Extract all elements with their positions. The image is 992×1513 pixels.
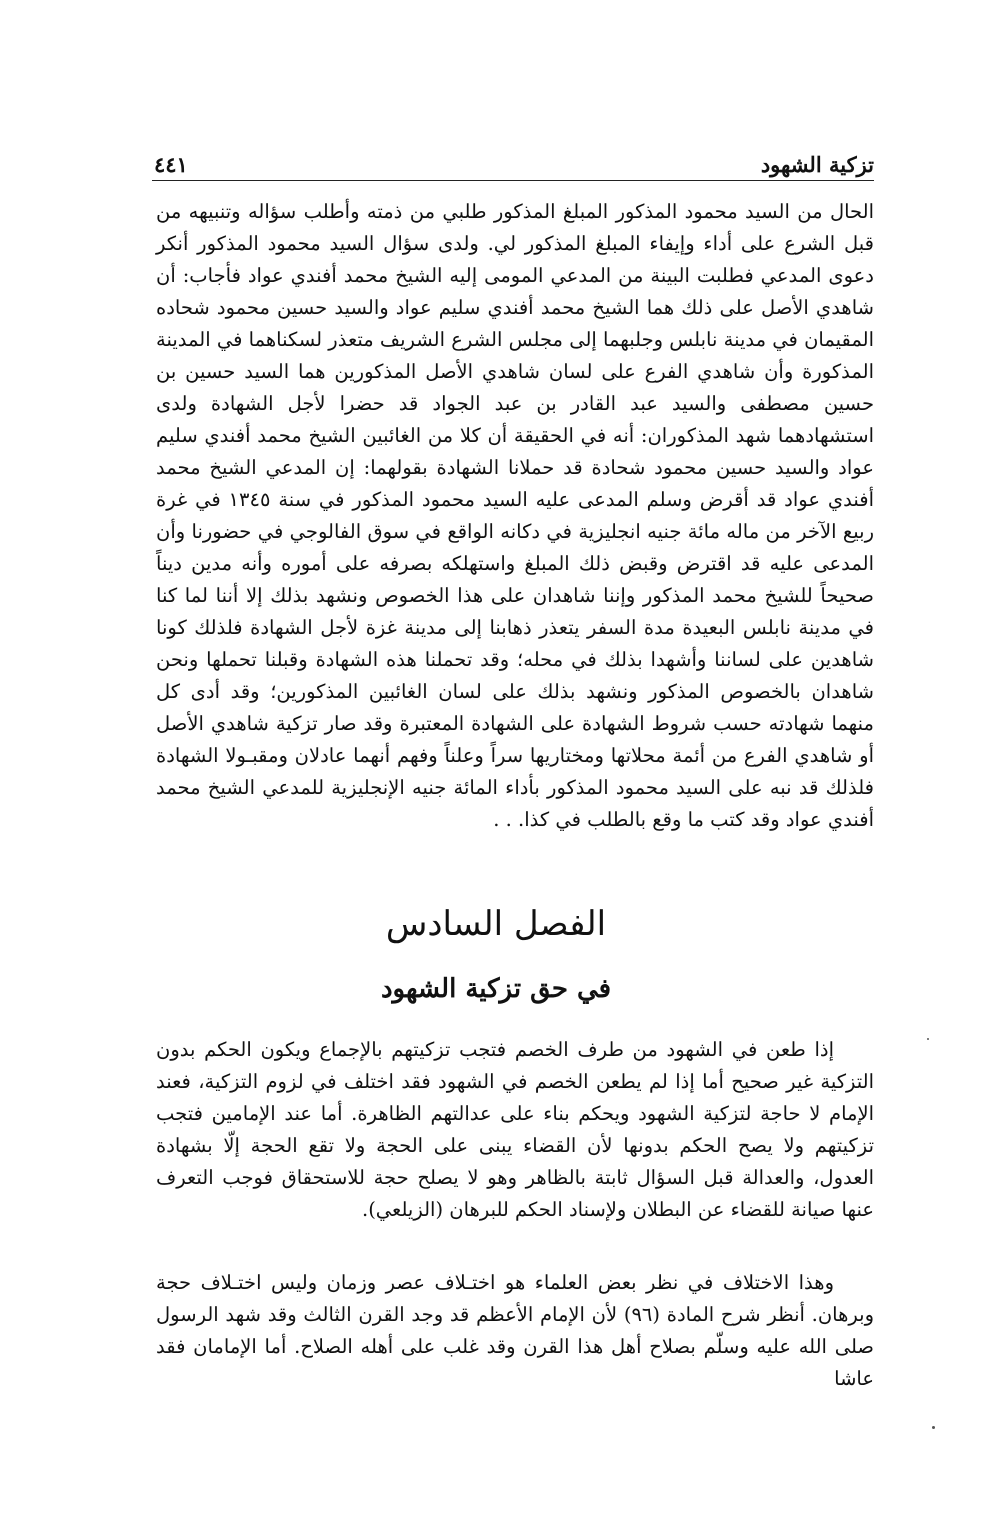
paragraph-difference-of-era: وهذا الاختلاف في نظر بعض العلماء هو اختـلاف عصر وزمان وليس اختـلاف حجة وبرهان. أنظر شرح المادة (٩٦) لأن الإمام الأعظم قد وجد القرن الثالث وقد شهد الرسول صلى الله عليه وسلّم بصلاح أهل هذا القرن وقد غلب على أهله الصلاح. أما الإمامان فقد عاشا	[156, 1271, 874, 1390]
page-number: ٤٤١	[154, 152, 188, 177]
paragraph-witness-challenge: إذا طعن في الشهود من طرف الخصم فتجب تزكيتهم بالإجماع ويكون الحكم بدون التزكية غير صحيح أما إذا لم يطعن الخصم في الشهود فقد اختلف في لزوم التزكية، فعند الإمام لا حاجة لتزكية الشهود ويحكم بناء على عدالتهم الظاهرة. أما عند الإمامين فتجب تزكيتهم ولا يصح الحكم بدونها لأن القضاء يبنى على الحجة ولا تقع الحجة إلّا بشهادة العدول، والعدالة قبل السؤال ثابتة بالظاهر وهو لا يصلح حجة للاستحقاق فوجب التعرف عنها صيانة للقضاء عن البطلان ولإسناد الحكم للبرهان (الزيلعي).	[156, 1038, 874, 1221]
header-title: تزكية الشهود	[760, 152, 874, 177]
paragraph-court-record: الحال من السيد محمود المذكور المبلغ المذكور طلبي من ذمته وأطلب سؤاله وتنبيهه من قبل الشرع على أداء وإيفاء المبلغ المذكور لي. ولدى سؤال السيد محمود المذكور أنكر دعوى المدعي فطلبت البينة من المدعي المومى إليه الشيخ محمد أفندي عواد فأجاب: أن شاهدي الأصل على ذلك هما الشيخ محمد أفندي سليم عواد والسيد حسين محمود شحاده المقيمان في مدينة نابلس وجلبهما إلى مجلس الشرع الشريف متعذر لسكناهما في المدينة المذكورة وأن شاهدي الفرع على لسان شاهدي الأصل المذكورين هما السيد حسين بن حسين مصطفى والسيد عبد القادر بن عبد الجواد قد حضرا لأجل الشهادة ولدى استشهادهما شهد المذكوران: أنه في الحقيقة أن كلا من الغائبين الشيخ محمد أفندي سليم عواد والسيد حسين محمود شحادة قد حملانا الشهادة بقولهما: إن المدعي الشيخ محمد أفندي عواد قد أقرض وسلم المدعى عليه السيد محمود المذكور في سنة ١٣٤٥ في غرة ربيع الآخر من ماله مائة جنيه انجليزية في دكانه الواقع في سوق الفالوجي في حضورنا وأن المدعى عليه قد اقترض وقبض ذلك المبلغ واستهلكه بصرفه على أموره وأنه مدين ديناً صحيحاً للشيخ محمد المذكور وإننا شاهدان على هذا الخصوص ونشهد بذلك إلا أننا لما كنا في مدينة نابلس البعيدة مدة السفر يتعذر ذهابنا إلى مدينة غزة لأجل الشهادة فلذلك كونا شاهدين على لساننا وأشهدا بذلك في محله؛ وقد تحملنا هذه الشهادة وقبلنا تحملها ونحن شاهدان بالخصوص المذكور ونشهد بذلك على لسان الغائبين المذكورين؛ وقد أدى كل منهما شهادته حسب شروط الشهادة على الشهادة المعتبرة وقد صار تزكية شاهدي الأصل أو شاهدي الفرع من أئمة محلاتها ومختاريها سراً وعلناً وفهم أنهما عادلان ومقبـولا الشهادة فلذلك قد نبه على السيد محمود المذكور بأداء المائة جنيه الإنجليزية للمدعي الشيخ محمد أفندي عواد وقد كتب ما وقع بالطلب في كذا. . .	[156, 200, 874, 831]
chapter-title: الفصل السادس	[385, 904, 607, 944]
scan-speck	[927, 1038, 929, 1040]
scan-speck	[932, 1426, 935, 1429]
chapter-subtitle: في حق تزكية الشهود	[380, 974, 612, 1004]
running-header	[152, 152, 874, 181]
